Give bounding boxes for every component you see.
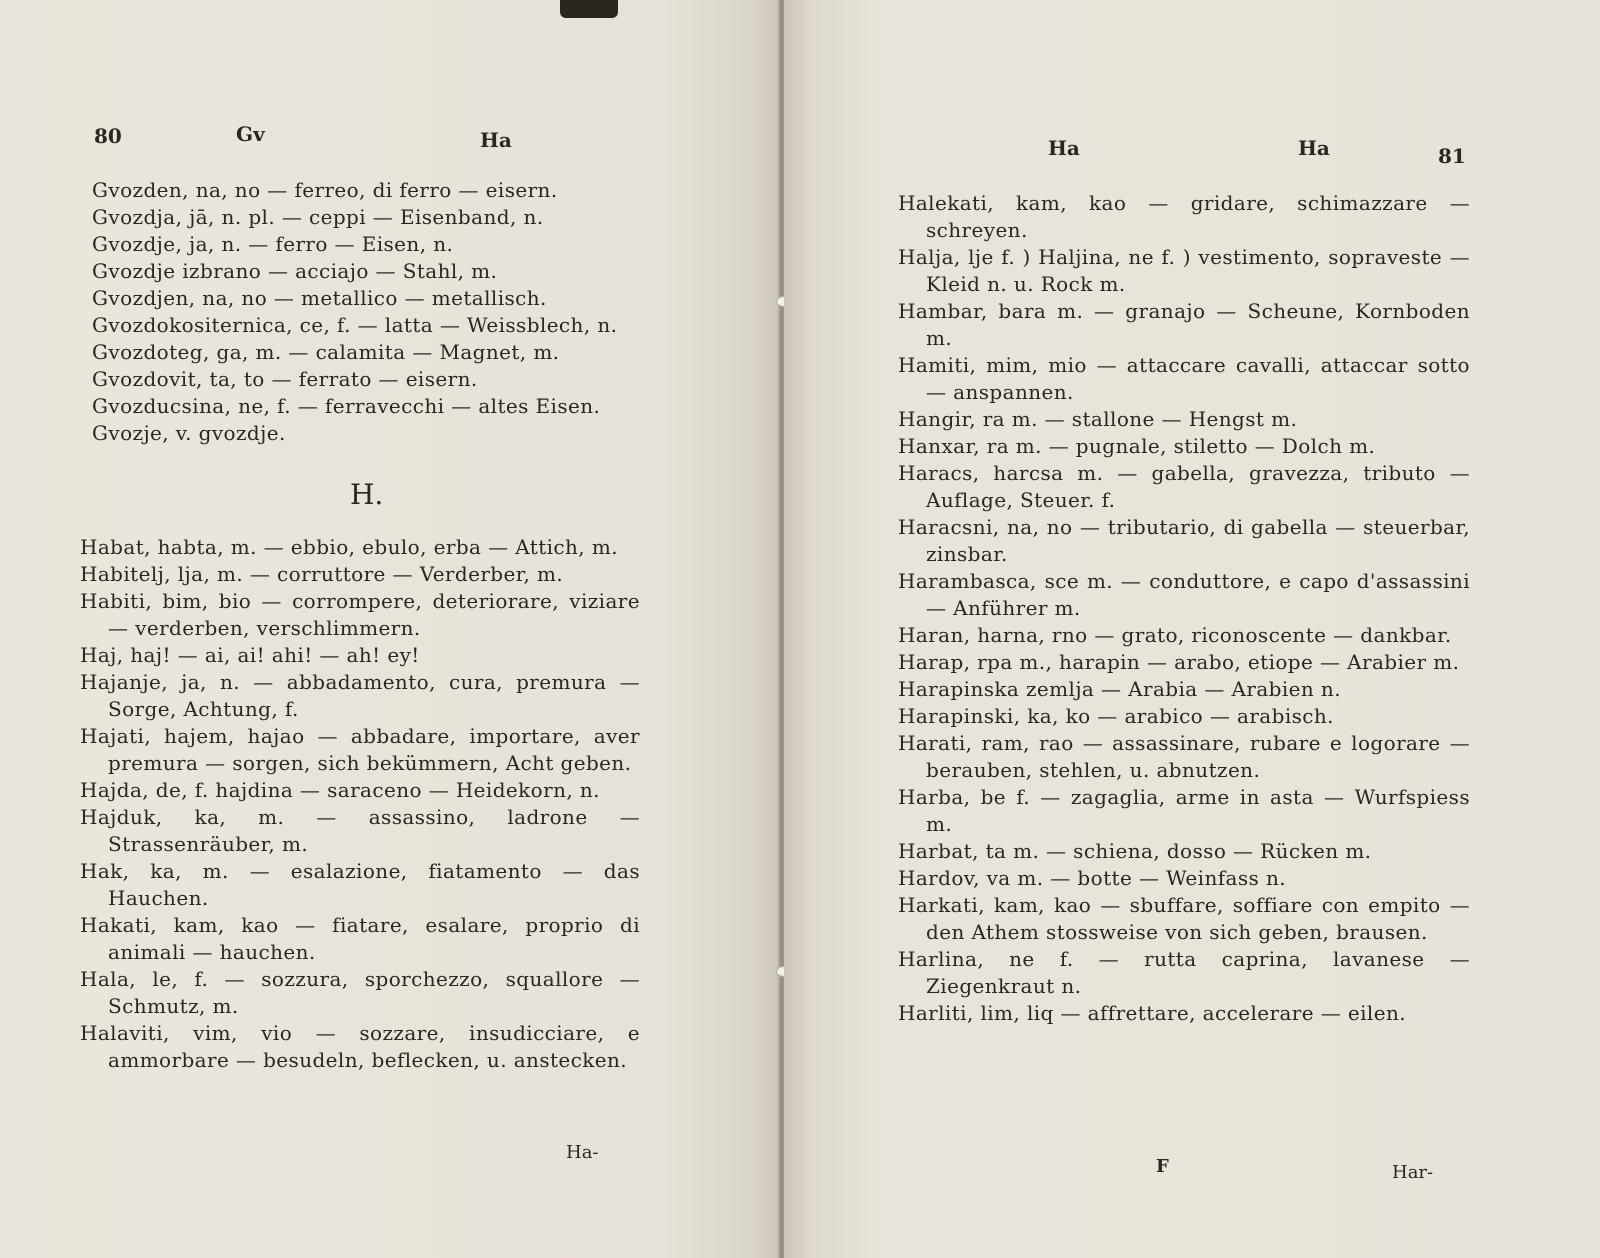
list-item: Hala, le, f. — sozzura, sporchezzo, squallore — Schmutz, m. [80, 967, 640, 1018]
list-item: Hamiti, mim, mio — attaccare cavalli, attaccar sotto — anspannen. [898, 353, 1470, 404]
list-item: Habitelj, lja, m. — corruttore — Verderber, m. [80, 562, 564, 586]
list-item: Hambar, bara m. — granajo — Scheune, Kornboden m. [898, 299, 1470, 350]
list-item: Harlina, ne f. — rutta caprina, lavanese — Ziegenkraut n. [898, 947, 1470, 998]
list-item: Gvozden, na, no — ferreo, di ferro — eisern. [92, 178, 558, 202]
list-item: Harba, be f. — zagaglia, arme in asta — Wurfspiess m. [898, 785, 1470, 836]
catchword-left: Ha- [566, 1142, 599, 1163]
list-item: Hajduk, ka, m. — assassino, ladrone — Strassenräuber, m. [80, 805, 640, 856]
entry-list-right [898, 190, 1470, 1027]
list-item: Gvozdoteg, ga, m. — calamita — Magnet, m. [92, 340, 560, 364]
list-item: Haracsni, na, no — tributario, di gabella — steuerbar, zinsbar. [898, 515, 1470, 566]
list-item: Halekati, kam, kao — gridare, schimazzare — schreyen. [898, 191, 1470, 242]
list-item: Harbat, ta m. — schiena, dosso — Rücken m. [898, 839, 1372, 863]
list-item: Halaviti, vim, vio — sozzare, insudicciare, e ammorbare — besudeln, beflecken, u. anstecken. [80, 1021, 640, 1072]
list-item: Haran, harna, rno — grato, riconoscente — dankbar. [898, 623, 1452, 647]
list-item: Harambasca, sce m. — conduttore, e capo d'assassini — Anführer m. [898, 569, 1470, 620]
list-item: Harapinski, ka, ko — arabico — arabisch. [898, 704, 1334, 728]
list-item: Gvozdje izbrano — acciajo — Stahl, m. [92, 259, 498, 283]
list-item: Haracs, harcsa m. — gabella, gravezza, tributo — Auflage, Steuer. f. [898, 461, 1470, 512]
list-item: Hangir, ra m. — stallone — Hengst m. [898, 407, 1298, 431]
list-item: Halja, lje f. ) Haljina, ne f. ) vestimento, sopraveste — Kleid n. u. Rock m. [898, 245, 1470, 296]
page-number-right: 81 [1438, 144, 1466, 168]
list-item: Harapinska zemlja — Arabia — Arabien n. [898, 677, 1341, 701]
list-item: Gvozdja, jā, n. pl. — ceppi — Eisenband, n. [92, 205, 544, 229]
running-head-right: Ha [1048, 136, 1080, 160]
list-item: Hajati, hajem, hajao — abbadare, importare, aver premura — sorgen, sich bekümmern, Acht geben. [80, 724, 640, 775]
left-page [0, 0, 780, 1258]
list-item: Hak, ka, m. — esalazione, fiatamento — das Hauchen. [80, 859, 640, 910]
list-item: Gvozdokositernica, ce, f. — latta — Weissblech, n. [92, 313, 618, 337]
list-item: Harati, ram, rao — assassinare, rubare e logorare — berauben, stehlen, u. abnutzen. [898, 731, 1470, 782]
section-heading-h: H. [350, 478, 384, 511]
list-item: Harap, rpa m., harapin — arabo, etiope — Arabier m. [898, 650, 1460, 674]
catchword-right: Har- [1392, 1162, 1434, 1183]
list-item: Hanxar, ra m. — pugnale, stiletto — Dolch m. [898, 434, 1376, 458]
entry-list-gv [92, 177, 652, 447]
page-number-left: 80 [94, 124, 122, 148]
list-item: Habiti, bim, bio — corrompere, deteriorare, viziare — verderben, verschlimmern. [80, 589, 640, 640]
list-item: Gvozje, v. gvozdje. [92, 421, 286, 445]
entry-list-h [80, 534, 640, 1074]
list-item: Gvozdje, ja, n. — ferro — Eisen, n. [92, 232, 454, 256]
list-item: Hardov, va m. — botte — Weinfass n. [898, 866, 1286, 890]
list-item: Harliti, lim, liq — affrettare, accelerare — eilen. [898, 1001, 1406, 1025]
list-item: Gvozdjen, na, no — metallico — metallisch. [92, 286, 547, 310]
signature-mark: F [1156, 1156, 1169, 1177]
list-item: Hakati, kam, kao — fiatare, esalare, proprio di animali — hauchen. [80, 913, 640, 964]
list-item: Habat, habta, m. — ebbio, ebulo, erba — Attich, m. [80, 535, 618, 559]
list-item: Hajda, de, f. hajdina — saraceno — Heidekorn, n. [80, 778, 600, 802]
list-item: Gvozdovit, ta, to — ferrato — eisern. [92, 367, 478, 391]
running-head-center-right: Ha [1298, 136, 1330, 160]
list-item: Gvozducsina, ne, f. — ferravecchi — altes Eisen. [92, 394, 601, 418]
list-item: Haj, haj! — ai, ai! ahi! — ah! ey! [80, 643, 420, 667]
running-head-left: Gv [236, 122, 265, 146]
ink-stain [560, 0, 618, 18]
running-head-center-left: Ha [480, 128, 512, 152]
list-item: Hajanje, ja, n. — abbadamento, cura, premura — Sorge, Achtung, f. [80, 670, 640, 721]
list-item: Harkati, kam, kao — sbuffare, soffiare con empito — den Athem stossweise von sich geben, brausen. [898, 893, 1470, 944]
